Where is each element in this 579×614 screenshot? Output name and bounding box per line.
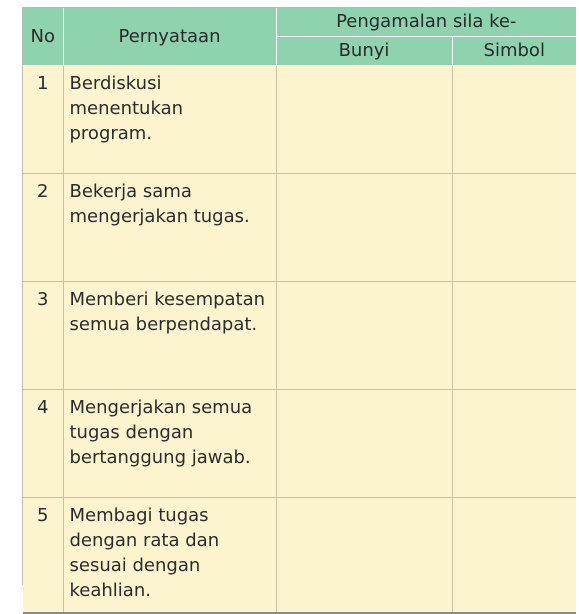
header-symbol: Simbol — [452, 37, 576, 66]
header-no: No — [23, 8, 63, 66]
table-row — [23, 390, 576, 498]
row-number: 4 — [23, 390, 63, 498]
sound-answer-cell[interactable] — [276, 498, 452, 614]
header-statement: Pernyataan — [63, 8, 276, 66]
table-row — [23, 174, 576, 282]
header-group: Pengamalan sila ke- — [276, 8, 576, 37]
symbol-answer-cell[interactable] — [452, 498, 576, 614]
sound-answer-cell[interactable] — [276, 390, 452, 498]
row-number: 5 — [23, 498, 63, 614]
symbol-answer-cell[interactable] — [452, 282, 576, 390]
table-row — [23, 66, 576, 174]
row-number: 1 — [23, 66, 63, 174]
row-number: 3 — [23, 282, 63, 390]
sound-answer-cell[interactable] — [276, 174, 452, 282]
table-row — [23, 282, 576, 390]
row-statement: Membagi tugas dengan rata dan sesuai dengan keahlian. — [63, 498, 276, 614]
row-statement: Memberi kesempatan semua berpendapat. — [63, 282, 276, 390]
sound-answer-cell[interactable] — [276, 66, 452, 174]
symbol-answer-cell[interactable] — [452, 66, 576, 174]
header-sound: Bunyi — [276, 37, 452, 66]
worksheet-table-container — [22, 7, 576, 601]
row-statement: Bekerja sama mengerjakan tugas. — [63, 174, 276, 282]
sound-answer-cell[interactable] — [276, 282, 452, 390]
table-row — [23, 498, 576, 614]
row-statement: Berdiskusi menentukan program. — [63, 66, 276, 174]
row-number: 2 — [23, 174, 63, 282]
worksheet-table — [23, 8, 576, 614]
symbol-answer-cell[interactable] — [452, 390, 576, 498]
symbol-answer-cell[interactable] — [452, 174, 576, 282]
row-statement: Mengerjakan semua tugas dengan bertanggung jawab. — [63, 390, 276, 498]
